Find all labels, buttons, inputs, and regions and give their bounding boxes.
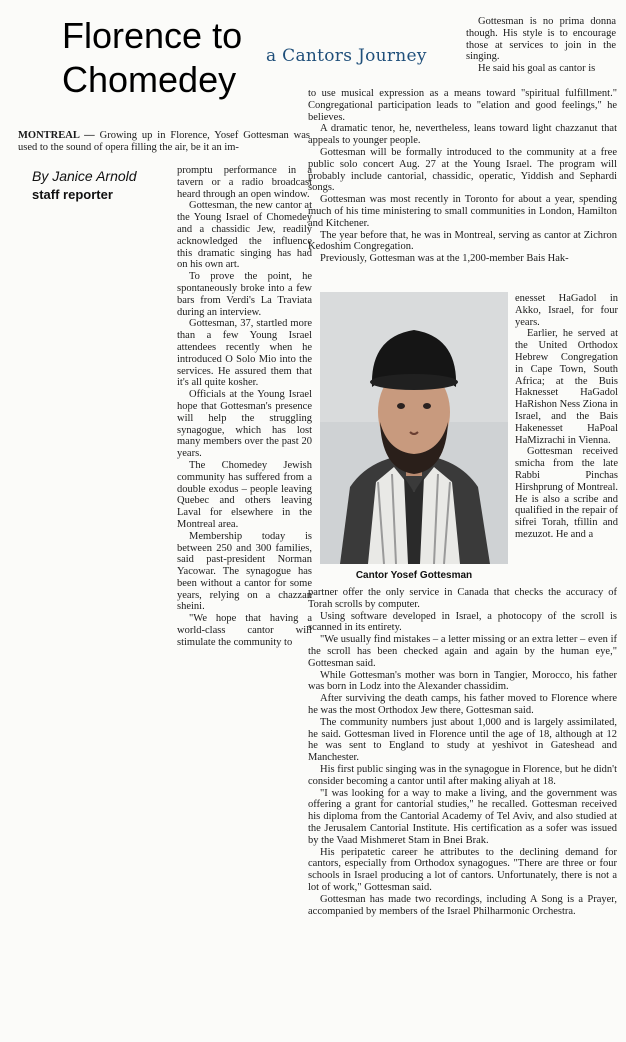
paragraph: Gottesman, the new cantor at the Young Israel of Chomedey and a chassidic Jew, readily acknowledged the influence this dramatic singing has had on his own art. [177, 200, 312, 271]
paragraph: Gottesman will be formally introduced to the community at a free public solo concert Aug. 27 at the Young Israel. The program will probably include cantorial, chassidic, operatic, Yiddish and Sephardi songs. [308, 146, 617, 194]
paragraph: promptu performance in a tavern or a radio broadcast heard through an open window. [177, 165, 312, 200]
paragraph: Previously, Gottesman was at the 1,200-member Bais Hak- [320, 253, 569, 265]
column-1 [177, 165, 312, 649]
photo-caption: Cantor Yosef Gottesman [355, 570, 473, 581]
dateline: MONTREAL — [18, 130, 95, 141]
column-2-beside-photo [515, 293, 618, 541]
subheadline: a Cantors Journey [266, 46, 427, 66]
paragraph: Gottesman has made two recordings, including A Song is a Prayer, accompanied by members of the Israel Philharmonic Orchestra. [308, 893, 617, 917]
paragraph: partner offer the only service in Canada that checks the accuracy of Torah scrolls by computer. [308, 587, 617, 610]
paragraph: His first public singing was in the synagogue in Florence, but he didn't consider becoming a cantor until after making aliyah at 18. [308, 763, 617, 787]
lede-text: Growing up in Florence, Yosef Gottesman was used to the sound of opera filling the air, be it an im- [18, 130, 311, 153]
column-2-top [466, 16, 616, 75]
paragraph: The Chomedey Jewish community has suffered from a double exodus – people leaving Quebec and others leaving Laval for elsewhere in the Montreal area. [177, 459, 312, 530]
paragraph: While Gottesman's mother was born in Tangier, Morocco, his father was born in Lodz into the Alexander chassidim. [308, 669, 617, 693]
paragraph: "We hope that having a world-class cantor will stimulate the community to [177, 613, 312, 648]
portrait-photo [320, 292, 508, 564]
paragraph: He said his goal as cantor is [478, 63, 596, 75]
byline-role: staff reporter [32, 187, 113, 202]
paragraph: to use musical expression as a means toward "spiritual fulfillment." Congregational participation leads to "elation and good feelings," he believes. [308, 88, 617, 123]
paragraph: enesset HaGadol in Akko, Israel, for four years. [515, 293, 618, 328]
paragraph: Using software developed in Israel, a photocopy of the scroll is scanned in its entirety. [308, 610, 617, 634]
headline [62, 14, 272, 102]
paragraph: Membership today is between 250 and 300 families, said past-president Norman Yacowar. The synagogue has been without a cantor for some years, relying on a chazzan sheini. [177, 530, 312, 613]
paragraph: The year before that, he was in Montreal, serving as cantor at Zichron Kedoshim Congregation. [308, 229, 617, 253]
column-2 [308, 88, 617, 265]
lede-paragraph [18, 130, 310, 154]
paragraph: Gottesman received smicha from the late Rabbi Pinchas Hirshprung of Montreal. He is also a scribe and qualified in the repair of sifrei Torah, tfillin and mezuzot. He and a [515, 446, 618, 540]
paragraph: His peripatetic career he attributes to the declining demand for cantors, especially from Orthodox synagogues. "There are three or four schools in Israel producing a lot of cantors. Unfortunately, there is not a lot of work," Gottesman said. [308, 846, 617, 893]
paragraph: Earlier, he served at the United Orthodox Hebrew Congregation in Cape Town, South Africa; at the Buis Haknesset HaGadol HaRishon Ness Ziona in Israel, and the Bais Hakenesset HaPoal HaMizrachi in Vienna. [515, 328, 618, 446]
paragraph: A dramatic tenor, he, nevertheless, leans toward light chazzanut that appeals to younger people. [308, 123, 617, 147]
paragraph: Gottesman was most recently in Toronto for about a year, spending much of his time ministering to small communities in London, Hamilton and Kitchener. [308, 194, 617, 229]
paragraph: "I was looking for a way to make a living, and the government was offering a grant for cantorial studies," he recalled. Gottesman received his diploma from the Cantorial Academy of Tel Aviv, and also studied at the Jerusalem Cantorial Institute. His certification as a sofer was issued by the Vaad Mishmeret Stam in Bnei Brak. [308, 787, 617, 846]
paragraph: Gottesman is no prima donna though. His style is to encourage those at services to join in the singing. [466, 16, 616, 63]
portrait-illustration [320, 292, 508, 564]
byline [32, 168, 172, 202]
paragraph: Gottesman, 37, startled more than a few Young Israel attendees recently when he introduced O Solo Mio into the services. He assured them that it's all quite kosher. [177, 318, 312, 389]
byline-author: By Janice Arnold [32, 168, 137, 184]
paragraph: Officials at the Young Israel hope that Gottesman's presence will help the struggling synagogue, which has lost many members over the past 20 years. [177, 389, 312, 460]
paragraph: To prove the point, he spontaneously broke into a few bars from Verdi's La Traviata during an interview. [177, 271, 312, 318]
paragraph: After surviving the death camps, his father moved to Florence where he was the most Orthodox Jew there, Gottesman said. [308, 693, 617, 716]
paragraph: "We usually find mistakes – a letter missing or an extra letter – even if the scroll has been checked again and again by the human eye," Gottesman said. [308, 634, 617, 669]
paragraph: The community numbers just about 1,000 and is largely assimilated, he said. Gottesman lived in Florence until the age of 18, although at 12 he was sent to England to study at yeshivot in Gateshead and Manchester. [308, 716, 617, 764]
headline-line-1: Florence to [62, 15, 243, 56]
column-2-bottom [308, 587, 617, 917]
headline-line-2: Chomedey [62, 59, 237, 100]
